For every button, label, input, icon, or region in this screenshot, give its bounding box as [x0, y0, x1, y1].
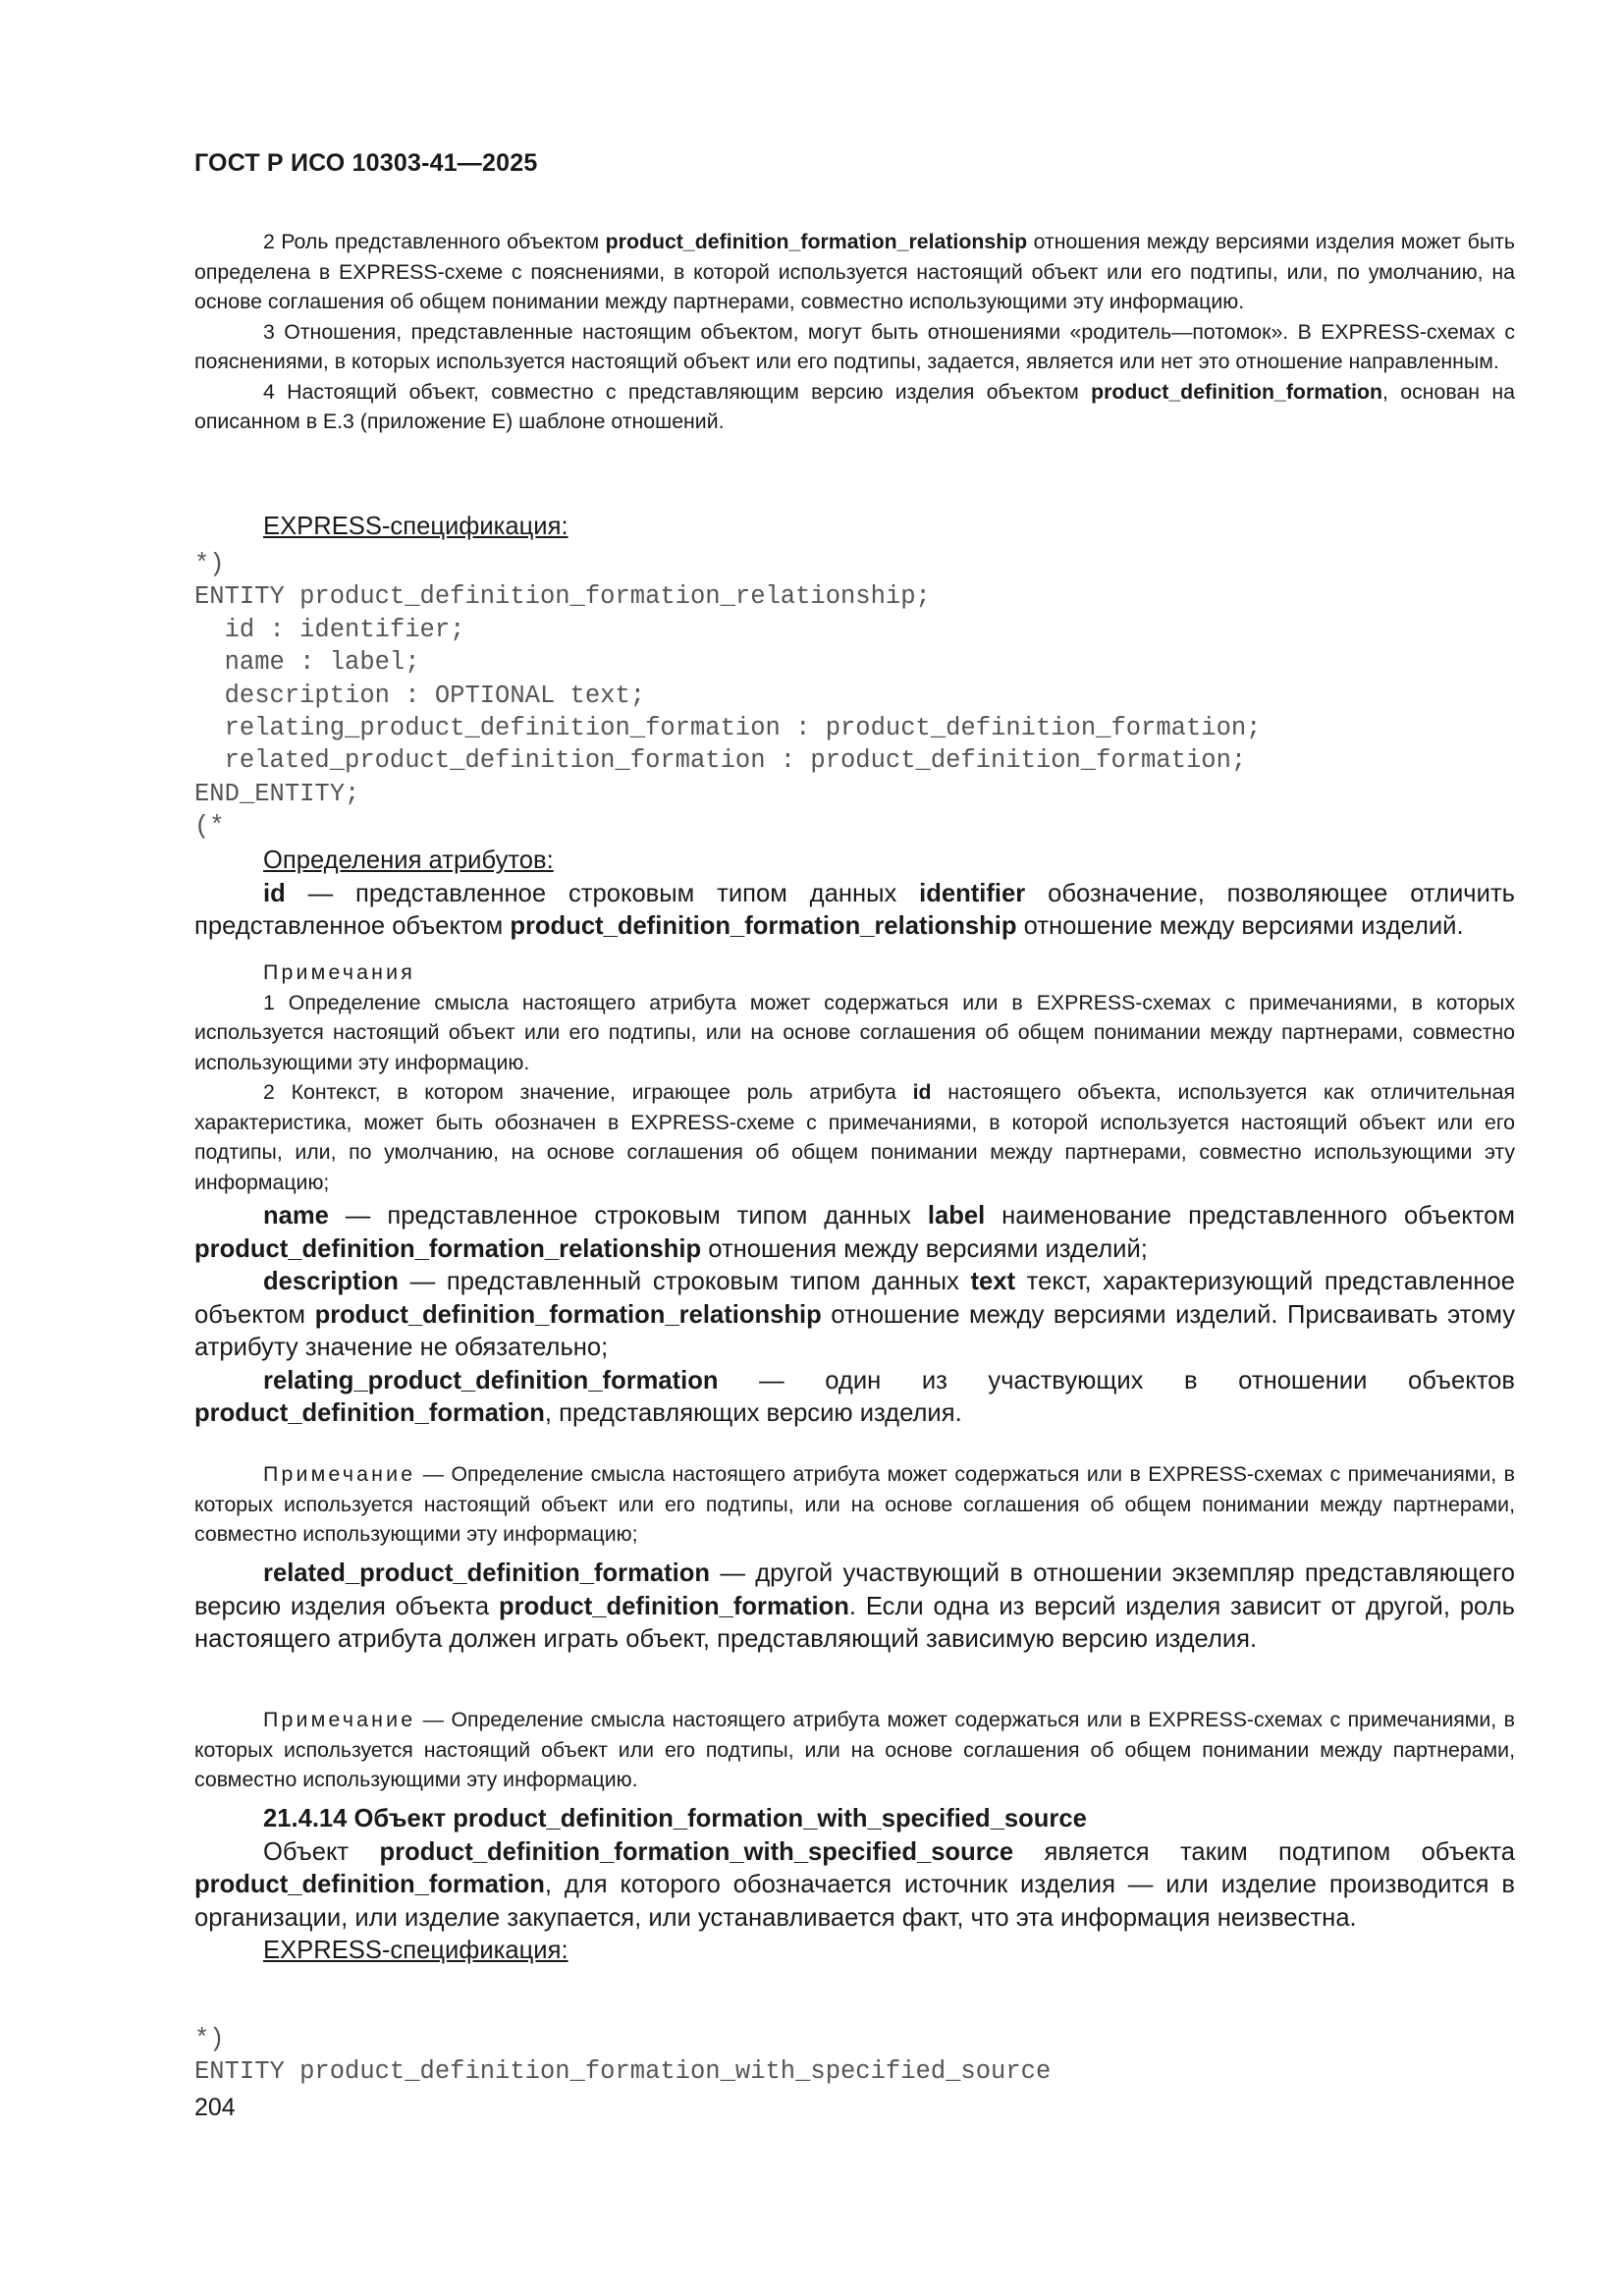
notes-id: [194, 957, 1515, 1197]
section-body: Объект product_definition_formation_with_specified_source является таким подтипом объекта product_definition_formation, для которого обозначается источник изделия — или изделие производится в организации, или изделие закупается, или устанавливается факт, что эта информация неизвестна.: [194, 1837, 1516, 1932]
note-id-1: 1 Определение смысла настоящего атрибута может содержаться или в EXPRESS-схемах с примечаниями, в которых используется настоящий объект или его подтипы, или на основе соглашения об общем понимании между партнерами, совместно использующими эту информацию.: [194, 990, 1515, 1074]
page-number: 204: [194, 2094, 236, 2121]
attr-relating: relating_product_definition_formation — один из участвующих в отношении объектов product_definition_formation, представляющих версию изделия.: [194, 1366, 1515, 1427]
section-title: 21.4.14 Объект product_definition_formation_with_specified_source: [263, 1805, 1087, 1832]
express-code-1: [194, 548, 1515, 844]
code-line: ENTITY product_definition_formation_relationship;: [194, 582, 931, 612]
attr-id: id — представленное строковым типом данных identifier обозначение, позволяющее отличить представленное объектом product_definition_formation_relationship отношение между версиями изделий.: [194, 879, 1515, 940]
code-line: related_product_definition_formation : product_definition_formation;: [194, 746, 1247, 776]
section-21-4-14: [194, 1803, 1515, 1968]
attr-description: description — представленный строковым типом данных text текст, характеризующий представленное объектом product_definition_formation_relationship отношение между версиями изделий. Присваивать этому атрибуту значение не обязательно;: [194, 1268, 1515, 1361]
attr-definitions-label: Определения атрибутов:: [263, 847, 554, 874]
note-related: Примечание — Определение смысла настоящего атрибута может содержаться или в EXPRESS-схемах с примечаниями, в которых используется настоящий объект или его подтипы, или на основе соглашения об общем понимании между партнерами, совместно использующими эту информацию.: [194, 1708, 1515, 1791]
note-relating: Примечание — Определение смысла настоящего атрибута может содержаться или в EXPRESS-схемах с примечаниями, в которых используется настоящий объект или его подтипы, или на основе соглашения об общем понимании между партнерами, совместно использующими эту информацию;: [194, 1462, 1515, 1546]
note-label: Примечание: [263, 1708, 416, 1731]
express-code-2: [194, 2023, 1515, 2089]
code-line: relating_product_definition_formation : product_definition_formation;: [194, 714, 1262, 743]
attr-definitions: [194, 845, 1515, 944]
note-3: 3 Отношения, представленные настоящим объектом, могут быть отношениями «родитель—потомок». В EXPRESS-схемах с пояснениями, в которых используется настоящий объект или его подтипы, задается, является или нет это отношение направленным.: [194, 319, 1515, 373]
notes-top: [194, 227, 1515, 437]
note-label: Примечание: [263, 1462, 416, 1486]
code-line: *): [194, 2025, 225, 2053]
code-line: name : label;: [194, 648, 420, 678]
express-label: EXPRESS-спецификация:: [263, 513, 568, 540]
attr-group-1: [194, 1200, 1515, 1431]
attr-group-2: [194, 1558, 1515, 1657]
code-line: description : OPTIONAL text;: [194, 681, 646, 710]
notes-label: Примечания: [263, 960, 415, 984]
code-line: (*: [194, 812, 225, 842]
attr-name: name — представленное строковым типом данных label наименование представленного объектом product_definition_formation_relationship отношения между версиями изделий;: [194, 1202, 1515, 1263]
code-line: END_ENTITY;: [194, 779, 360, 808]
document-header: ГОСТ Р ИСО 10303-41—2025: [194, 149, 538, 177]
express-label-2: EXPRESS-спецификация:: [263, 1937, 568, 1964]
code-line: *): [194, 550, 225, 578]
code-line: id : identifier;: [194, 615, 465, 644]
note-2: 2 Роль представленного объектом product_definition_formation_relationship отношения между версиями изделия может быть определена в EXPRESS-схеме с пояснениями, в которой используется настоящий объект или его подтипы, или, по умолчанию, на основе соглашения об общем понимании между партнерами, совместно использующими эту информацию.: [194, 230, 1515, 313]
note-4: 4 Настоящий объект, совместно с представляющим версию изделия объектом product_definition_formation, основан на описанном в Е.3 (приложение Е) шаблоне отношений.: [194, 379, 1515, 433]
code-line: ENTITY product_definition_formation_with_specified_source: [194, 2057, 1052, 2087]
note-id-2: 2 Контекст, в котором значение, играющее роль атрибута id настоящего объекта, используется как отличительная характеристика, может быть обозначен в EXPRESS-схеме с примечаниями, в которой используется настоящий объект или его подтипы, или, по умолчанию, на основе соглашения об общем понимании между партнерами, совместно использующими эту информацию;: [194, 1080, 1515, 1194]
attr-related: related_product_definition_formation — другой участвующий в отношении экземпляр представляющего версию изделия объекта product_definition_formation. Если одна из версий изделия зависит от другой, роль настоящего атрибута должен играть объект, представляющий зависимую версию изделия.: [194, 1559, 1515, 1653]
